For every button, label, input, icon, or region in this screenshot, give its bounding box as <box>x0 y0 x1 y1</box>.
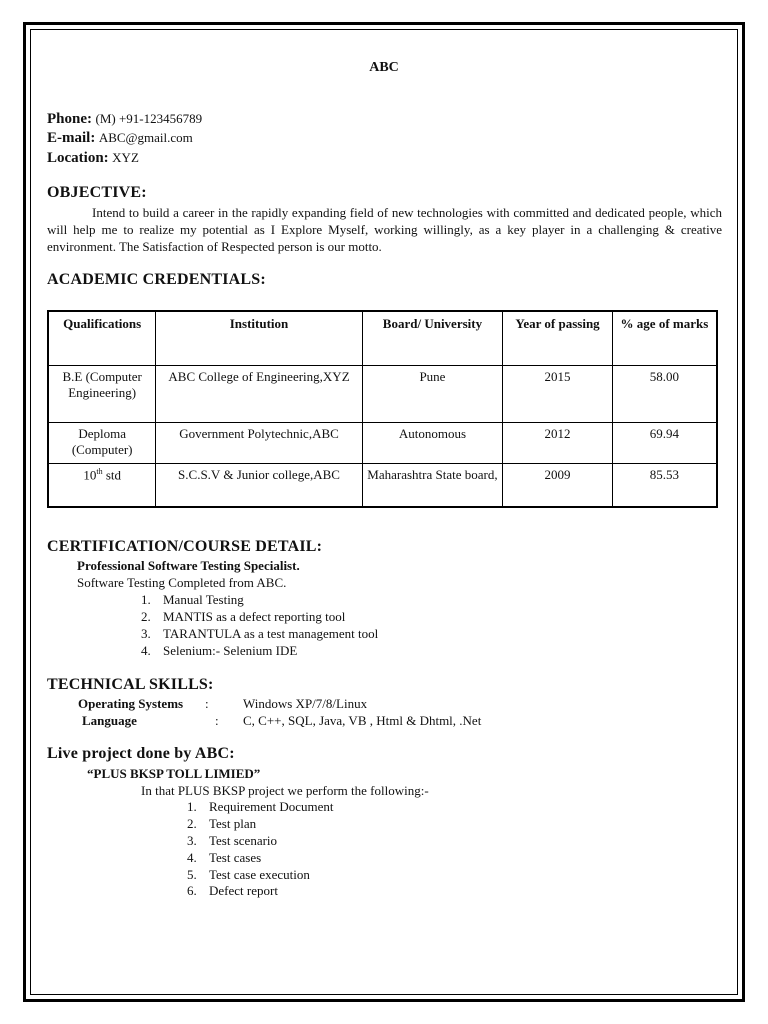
column-header: % age of marks <box>612 311 717 366</box>
list-item-text: Test case execution <box>209 867 310 882</box>
project-title: “PLUS BKSP TOLL LIMIED” <box>87 766 261 781</box>
list-item: 4. Test cases <box>187 850 262 865</box>
candidate-name: ABC <box>369 60 399 75</box>
list-item: 1. Manual Testing <box>141 592 244 607</box>
location-label: Location: <box>47 150 109 166</box>
table-header-row <box>48 311 717 366</box>
list-item-text: Test plan <box>209 816 257 831</box>
marks-cell: 69.94 <box>612 423 717 464</box>
list-item-text: Selenium:- Selenium IDE <box>163 643 298 658</box>
year-cell: 2009 <box>503 464 613 508</box>
location-value: XYZ <box>112 150 139 165</box>
institution-cell: ABC College of Engineering,XYZ <box>156 366 362 423</box>
list-item: 3. Test scenario <box>187 833 278 848</box>
list-item-text: Manual Testing <box>163 592 244 607</box>
list-item-text: Test cases <box>209 850 262 865</box>
page-border-inner <box>30 29 738 995</box>
list-item: 2. MANTIS as a defect reporting tool <box>141 609 346 624</box>
list-item: 5. Test case execution <box>187 867 310 882</box>
email-label: E-mail: <box>47 130 96 146</box>
os-colon: : <box>205 696 209 711</box>
list-item: 1. Requirement Document <box>187 799 334 814</box>
project-heading: Live project done by ABC: <box>47 745 235 762</box>
list-item-text: Requirement Document <box>209 799 334 814</box>
year-cell: 2012 <box>503 423 613 464</box>
column-header: Institution <box>156 311 362 366</box>
language-label: Language <box>82 713 137 728</box>
list-item: 3. TARANTULA as a test management tool <box>141 626 379 641</box>
list-item-text: MANTIS as a defect reporting tool <box>163 609 346 624</box>
objective-heading: OBJECTIVE: <box>47 184 147 201</box>
list-item-text: Test scenario <box>209 833 278 848</box>
email-value: ABC@gmail.com <box>98 130 193 145</box>
academic-table <box>47 310 718 508</box>
board-cell: Pune <box>362 366 503 423</box>
language-line <box>82 713 481 729</box>
column-header: Year of passing <box>503 311 613 366</box>
column-header: Qualifications <box>48 311 156 366</box>
column-header: Board/ University <box>362 311 503 366</box>
institution-cell: S.C.S.V & Junior college,ABC <box>156 464 362 508</box>
skills-heading: TECHNICAL SKILLS: <box>47 676 214 693</box>
list-item-text: TARANTULA as a test management tool <box>163 626 379 641</box>
os-line <box>78 696 367 712</box>
board-cell: Autonomous <box>362 423 503 464</box>
phone-value: (M) +91-123456789 <box>95 111 203 126</box>
marks-cell: 85.53 <box>612 464 717 508</box>
os-label: Operating Systems <box>78 696 184 711</box>
phone-label: Phone: <box>47 111 92 127</box>
qualification-suffix: std <box>102 467 121 483</box>
qualification-cell: B.E (Computer Engineering) <box>48 366 156 423</box>
list-item: 2. Test plan <box>187 816 257 831</box>
table-row <box>48 366 717 423</box>
list-item: 6. Defect report <box>187 883 278 898</box>
qualification-cell <box>48 464 156 508</box>
language-colon: : <box>215 713 219 728</box>
language-value: C, C++, SQL, Java, VB , Html & Dhtml, .Net <box>243 713 482 728</box>
qualification-superscript: th <box>96 467 103 476</box>
project-intro: In that PLUS BKSP project we perform the following:- <box>141 783 429 798</box>
qualification-cell: Deploma (Computer) <box>48 423 156 464</box>
board-cell: Maharashtra State board, <box>362 464 503 508</box>
list-item: 4. Selenium:- Selenium IDE <box>141 643 298 658</box>
institution-cell: Government Polytechnic,ABC <box>156 423 362 464</box>
academic-heading: ACADEMIC CREDENTIALS: <box>47 271 266 288</box>
certification-subtitle: Software Testing Completed from ABC. <box>77 575 287 590</box>
table-row <box>48 464 717 508</box>
objective-body: Intend to build a career in the rapidly expanding field of new technologies with committed and dedicated people, which will help me to realize my potential as I Explore Myself, working willingly, as a key player in a challenging & creative environment. The Satisfaction of Respected person is our motto. <box>47 205 722 254</box>
year-cell: 2015 <box>503 366 613 423</box>
qualification-number: 10 <box>83 467 97 483</box>
objective-text <box>47 204 722 255</box>
os-value: Windows XP/7/8/Linux <box>243 696 368 711</box>
table-row <box>48 423 717 464</box>
certification-heading: CERTIFICATION/COURSE DETAIL: <box>47 538 323 555</box>
list-item-text: Defect report <box>209 883 278 898</box>
marks-cell: 58.00 <box>612 366 717 423</box>
phone-line <box>47 111 202 128</box>
certification-title: Professional Software Testing Specialist. <box>77 558 300 573</box>
location-line <box>47 150 139 167</box>
email-line <box>47 130 193 147</box>
